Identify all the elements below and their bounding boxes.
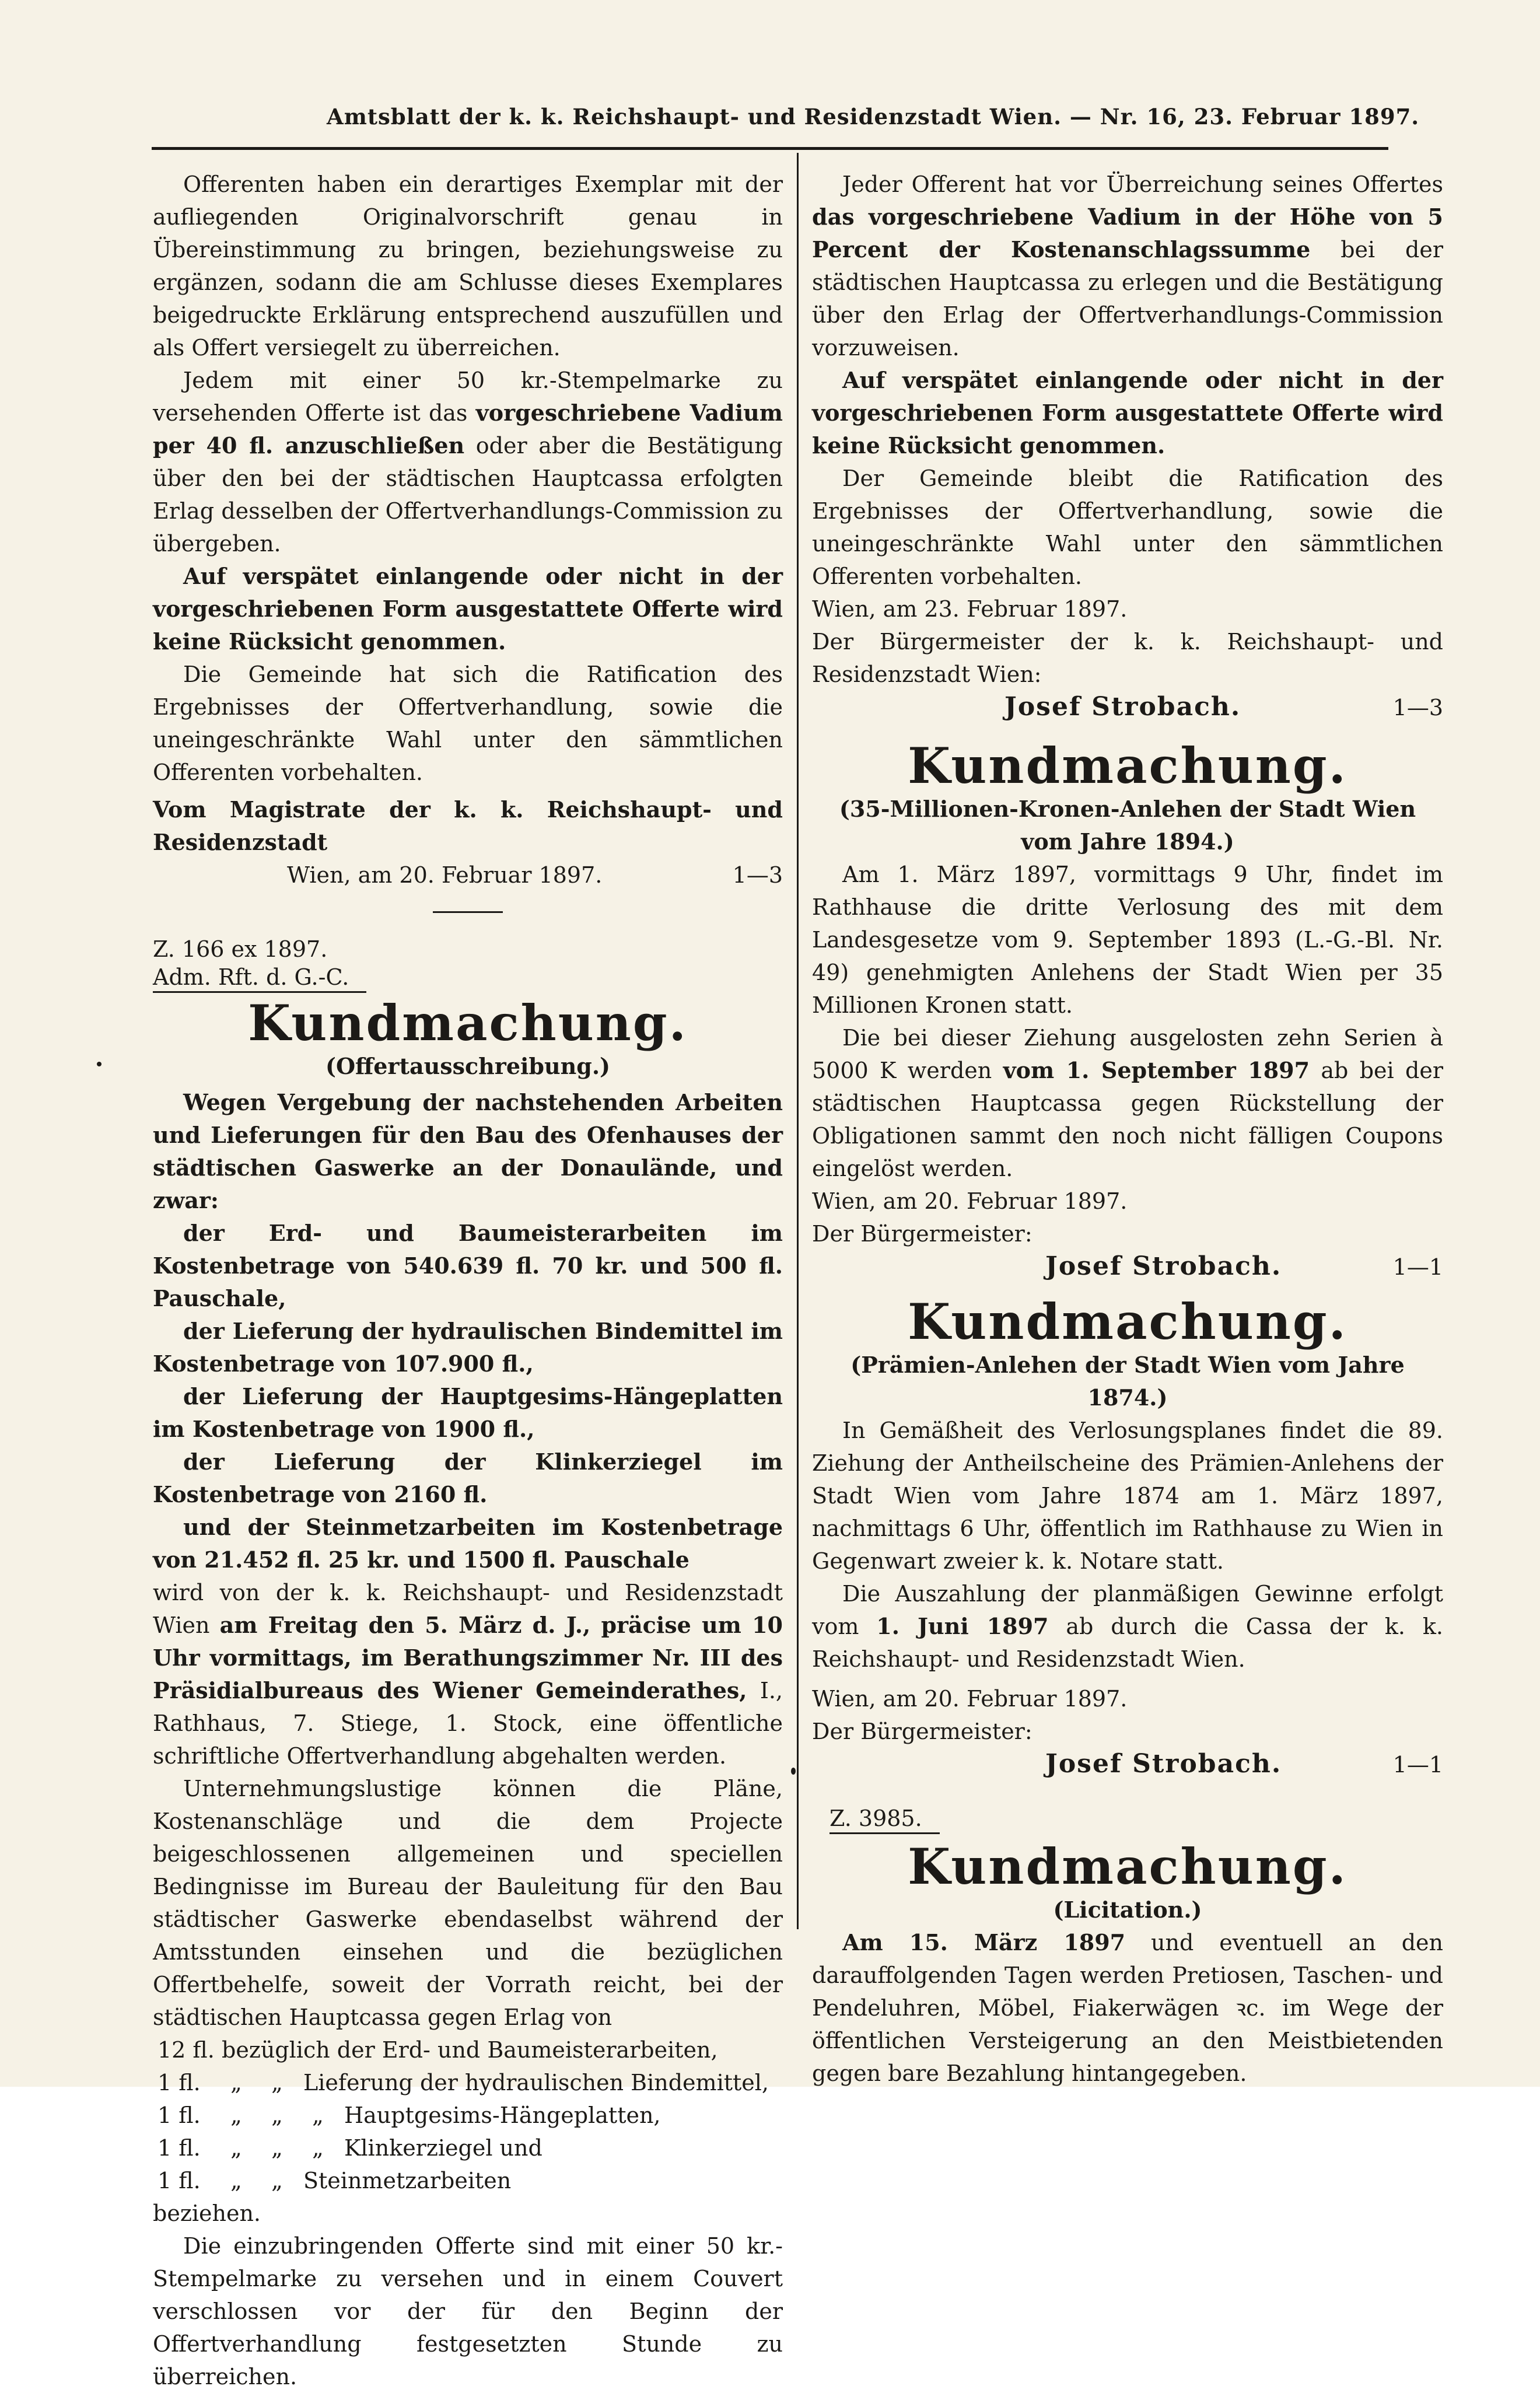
bold-notice: Auf verspätet einlangende oder nicht in der vorgeschriebenen Form ausgestattete Offerte wird keine Rücksicht genommen. [153,563,783,655]
mayor-line: Der Bürgermeister: [812,1719,1032,1744]
fee-list [153,2034,783,2197]
right-column [812,168,1443,2090]
subtitle: (Offertausschreibung.) [325,1053,611,1079]
column-divider [797,153,799,1929]
work-item: der Erd- und Baumeisterarbeiten im Kostenbetrage von 540.639 fl. 70 kr. und 500 fl. Pauschale, [153,1220,783,1311]
page-header: Amtsblatt der k. k. Reichshaupt- und Residenzstadt Wien. — Nr. 16, 23. Februar 1897. [327,104,1420,130]
date: Wien, am 20. Februar 1897. [287,862,603,888]
kundmachung-title: Kundmachung. [248,994,688,1052]
work-item: der Lieferung der hydraulischen Bindemittel im Kostenbetrage von 107.900 fl., [153,1318,783,1377]
paragraph: Die Gemeinde hat sich die Ratification des Ergebnisses der Offertverhandlung, sowie die uneingeschränkte Wahl unter den sämmtlichen Offerenten vorbehalten. [153,662,783,785]
signature-line [812,691,1443,724]
reference-block [812,1804,1443,1834]
print-speck [97,1062,102,1066]
work-item: der Lieferung der Hauptgesims-Hängeplatten im Kostenbetrage von 1900 fl., [153,1383,783,1442]
paragraph: Am 1. März 1897, vormittags 9 Uhr, findet im Rathhause die dritte Verlosung des mit dem Landesgesetze vom 9. September 1893 (L.-G.-Bl. Nr. 49) genehmigten Anlehens der Stadt Wien per 35 Millionen Kronen statt. [812,862,1443,1018]
paragraph: Am 15. März 1897 und eventuell an den darauffolgenden Tagen werden Pretiosen, Taschen- und Pendeluhren, Möbel, Fiakerwägen ꝛc. im Wege der öffentlichen Versteigerung an den Meistbietenden gegen bare Bezahlung hintangegeben. [812,1929,1443,2086]
paragraph: Wegen Vergebung der nachstehenden Arbeiten und Lieferungen für den Bau des Ofenhauses der städtischen Gaswerke an der Donaulände, und zwar: [153,1089,783,1213]
paragraph: Unternehmungslustige können die Pläne, Kostenanschläge und die dem Projecte beigeschlossenen allgemeinen und speciellen Bedingnisse im Bureau der Bauleitung für den Bau städtischer Gaswerke ebendaselbst während der Amtsstunden einsehen und die bezüglichen Offertbehelfe, soweit der Vorrath reicht, bei der städtischen Hauptcassa gegen Erlag von [153,1776,783,2030]
separator [433,911,503,913]
list-item: 1 fl. „ „ „ Klinkerziegel und [158,2135,542,2161]
list-item: 1 fl. „ „ Lieferung der hydraulischen Bindemittel, [158,2070,769,2095]
signature: Josef Strobach. [1005,692,1241,722]
date: Wien, am 20. Februar 1897. [812,1686,1128,1712]
header-rule [152,147,1388,150]
list-item: 12 fl. bezüglich der Erd- und Baumeisterarbeiten, [158,2037,718,2063]
list-item: 1 fl. „ „ Steinmetzarbeiten [158,2168,512,2193]
paragraph: wird von der k. k. Reichshaupt- und Residenzstadt Wien am Freitag den 5. März d. J., präcise um 10 Uhr vormittags, im Berathungszimmer Nr. III des Präsidialbureaus des Wiener Gemeinderathes, I., Rathhaus, 7. Stiege, 1. Stock, eine öffentliche schriftliche Offertverhandlung abgehalten werden. [153,1580,783,1769]
reference-block [153,935,783,993]
kundmachung-title: Kundmachung. [908,1293,1348,1351]
signature-line [812,1250,1443,1283]
list-item: 1 fl. „ „ „ Hauptgesims-Hängeplatten, [158,2102,661,2128]
signature: Josef Strobach. [1045,1251,1282,1281]
date: Wien, am 20. Februar 1897. [812,1188,1128,1214]
mayor-line: Der Bürgermeister der k. k. Reichshaupt- und Residenzstadt Wien: [812,629,1443,687]
paragraph: Die einzubringenden Offerte sind mit einer 50 kr.-Stempelmarke zu versehen und in einem Couvert verschlossen vor der für den Beginn der Offertverhandlung festgesetzten Stunde zu überreichen. [153,2233,783,2389]
subtitle: (Prämien-Anlehen der Stadt Wien vom Jahre 1874.) [850,1352,1405,1411]
paragraph: Offerenten haben ein derartiges Exemplar mit der aufliegenden Originalvorschrift genau in Übereinstimmung zu bringen, beziehungsweise zu ergänzen, sodann die am Schlusse dieses Exemplares beigedruckte Erklärung entsprechend auszufüllen und als Offert versiegelt zu überreichen. [153,172,783,361]
issue-number: 1—1 [1392,1254,1443,1280]
date-line [153,859,783,891]
mayor-line: Der Bürgermeister: [812,1221,1032,1247]
magistrate-line: Vom Magistrate der k. k. Reichshaupt- und Residenzstadt [153,796,783,855]
issue-number: 1—3 [732,862,783,888]
date: Wien, am 23. Februar 1897. [812,596,1128,622]
kundmachung-title: Kundmachung. [908,737,1348,795]
left-column [153,168,783,2393]
issue-number: 1—3 [1392,695,1443,720]
paragraph: beziehen. [153,2200,261,2226]
reference-number: Z. 166 ex 1897. [153,936,328,962]
work-item: der Lieferung der Klinkerziegel im Kostenbetrage von 2160 fl. [153,1449,783,1507]
paragraph: Der Gemeinde bleibt die Ratification des Ergebnisses der Offertverhandlung, sowie die uneingeschränkte Wahl unter den sämmtlichen Offerenten vorbehalten. [812,466,1443,589]
subtitle: (35-Millionen-Kronen-Anlehen der Stadt Wien vom Jahre 1894.) [839,796,1416,855]
reference-number: Z. 3985. [830,1804,940,1834]
print-speck [791,1768,796,1775]
signature-line [812,1748,1443,1781]
paragraph: Die Auszahlung der planmäßigen Gewinne erfolgt vom 1. Juni 1897 ab durch die Cassa der k. k. Reichshaupt- und Residenzstadt Wien. [812,1581,1443,1672]
reference-office: Adm. Rft. d. G.-C. [153,963,366,993]
kundmachung-title: Kundmachung. [908,1838,1348,1895]
work-item: und der Steinmetzarbeiten im Kostenbetrage von 21.452 fl. 25 kr. und 1500 fl. Pauschale [153,1514,783,1573]
subtitle: (Licitation.) [1053,1897,1202,1923]
signature: Josef Strobach. [1045,1749,1282,1779]
paragraph: Die bei dieser Ziehung ausgelosten zehn Serien à 5000 K werden vom 1. September 1897 ab bei der städtischen Hauptcassa gegen Rückstellung der Obligationen sammt den noch nicht fälligen Coupons eingelöst werden. [812,1025,1443,1181]
paragraph: Jedem mit einer 50 kr.-Stempelmarke zu versehenden Offerte ist das vorgeschriebene Vadium per 40 fl. anzuschließen oder aber die Bestätigung über den bei der städtischen Hauptcassa erfolgten Erlag desselben der Offertverhandlungs-Commission zu übergeben. [153,368,783,557]
paragraph: In Gemäßheit des Verlosungsplanes findet die 89. Ziehung der Antheilscheine des Prämien-Anlehens der Stadt Wien vom Jahre 1874 am 1. März 1897, nachmittags 6 Uhr, öffentlich im Rathhause zu Wien in Gegenwart zweier k. k. Notare statt. [812,1418,1443,1574]
bold-notice: Auf verspätet einlangende oder nicht in der vorgeschriebenen Form ausgestattete Offerte wird keine Rücksicht genommen. [812,367,1443,459]
paragraph: Jeder Offerent hat vor Überreichung seines Offertes das vorgeschriebene Vadium in der Höhe von 5 Percent der Kostenanschlagssumme bei der städtischen Hauptcassa zu erlegen und die Bestätigung über den Erlag der Offertverhandlungs-Commission vorzuweisen. [812,172,1444,361]
issue-number: 1—1 [1392,1752,1443,1778]
